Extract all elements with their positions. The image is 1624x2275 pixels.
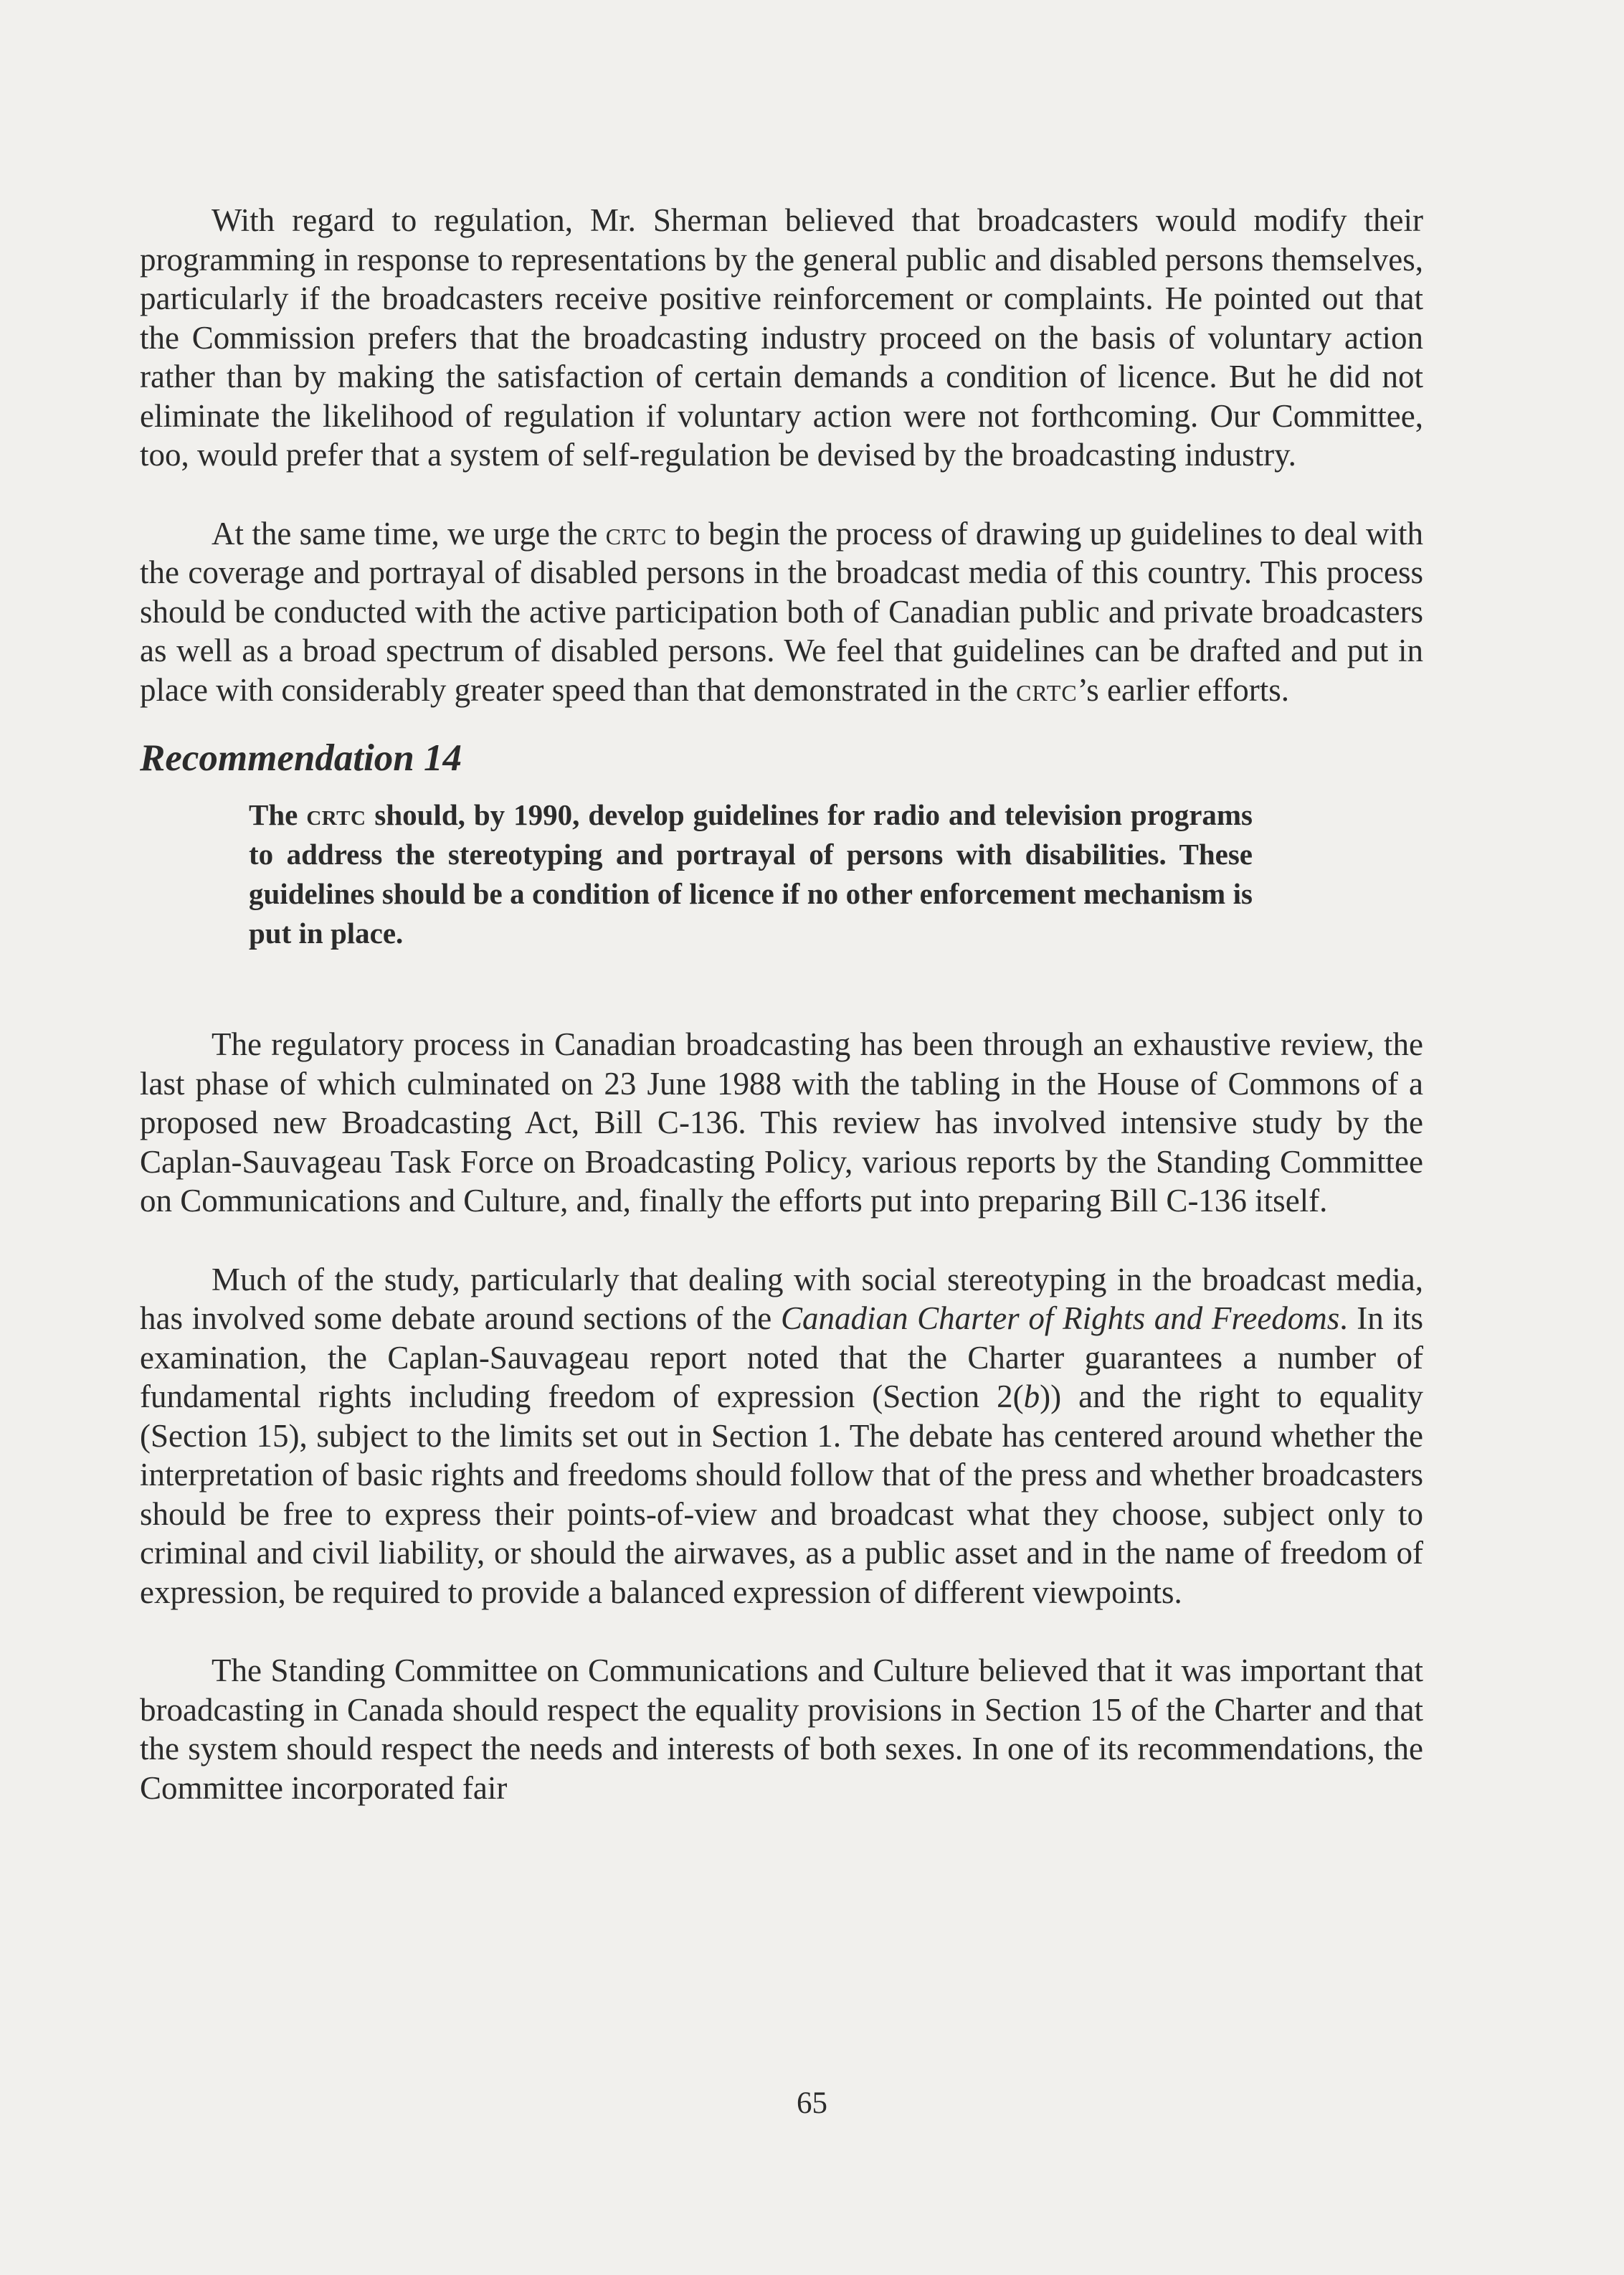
page-content	[140, 201, 1423, 1807]
paragraph-charter-debate-text-2: . In its examination, the Caplan-Sauvageau report noted that the Charter guarantees a number of fundamental rights including freedom of expression (Section 2(	[140, 1300, 1423, 1414]
recommendation-text-2: should, by 1990, develop guidelines for radio and television programs to address the stereotyping and portrayal of persons with disabilities. These guidelines should be a condition of licence if no other enforcement mechanism is put in place.	[249, 798, 1253, 950]
recommendation-heading: Recommendation 14	[140, 737, 462, 779]
paragraph-crtc-guidelines-text-2: to begin the process of drawing up guidelines to deal with the coverage and portrayal of disabled persons in the broadcast media of this country. This process should be conducted with the active participation both of Canadian public and private broadcasters as well as a broad spectrum of disabled persons. We feel that guidelines can be drafted and put in place with considerably greater speed than that demonstrated in the	[140, 515, 1423, 708]
recommendation-text-1: The	[249, 798, 307, 831]
paragraph-crtc-guidelines-text-1: At the same time, we urge the	[212, 515, 606, 552]
paragraph-charter-debate	[140, 1260, 1423, 1612]
paragraph-standing-committee: The Standing Committee on Communications and Culture believed that it was important that broadcasting in Canada should respect the equality provisions in Section 15 of the Charter and that the system should respect the needs and interests of both sexes. In one of its recommendations, the Committee incorporated fair	[140, 1652, 1423, 1806]
charter-title: Canadian Charter of Rights and Freedoms	[780, 1300, 1340, 1336]
paragraph-charter-debate-text-3: )) and the right to equality (Section 15), subject to the limits set out in Section 1. The debate has centered around whether the interpretation of basic rights and freedoms should follow that of the press and whether broadcasters should be free to express their points-of-view and broadcast what they choose, subject only to criminal and civil liability, or should the airwaves, as a public asset and in the name of freedom of expression, be required to provide a balanced expression of different viewpoints.	[140, 1378, 1423, 1610]
paragraph-regulatory-process: The regulatory process in Canadian broadcasting has been through an exhaustive review, the last phase of which culminated on 23 June 1988 with the tabling in the House of Commons of a proposed new Broadcasting Act, Bill C-136. This review has involved intensive study by the Caplan-Sauvageau Task Force on Broadcasting Policy, various reports by the Standing Committee on Communications and Culture, and, finally the efforts put into preparing Bill C-136 itself.	[140, 1026, 1423, 1219]
crtc-acronym: crtc	[1016, 671, 1078, 708]
crtc-acronym: crtc	[605, 515, 668, 552]
paragraph-charter-debate-text-1: Much of the study, particularly that dealing with social stereotyping in the broadcast media, has involved some debate around sections of the	[140, 1261, 1423, 1336]
paragraph-crtc-guidelines	[140, 514, 1423, 710]
recommendation-text	[249, 795, 1253, 953]
section-letter: b	[1023, 1378, 1040, 1414]
crtc-acronym: crtc	[306, 798, 366, 831]
paragraph-regulation: With regard to regulation, Mr. Sherman believed that broadcasters would modify their programming in response to representations by the general public and disabled persons themselves, particularly if the broadcasters receive positive reinforcement or complaints. He pointed out that the Commission prefers that the broadcasting industry proceed on the basis of voluntary action rather than by making the satisfaction of certain demands a condition of licence. But he did not eliminate the likelihood of regulation if voluntary action were not forthcoming. Our Committee, too, would prefer that a system of self-regulation be devised by the broadcasting industry.	[140, 202, 1423, 473]
paragraph-crtc-guidelines-text-3: ’s earlier efforts.	[1077, 671, 1290, 708]
page-number: 65	[797, 2086, 827, 2120]
